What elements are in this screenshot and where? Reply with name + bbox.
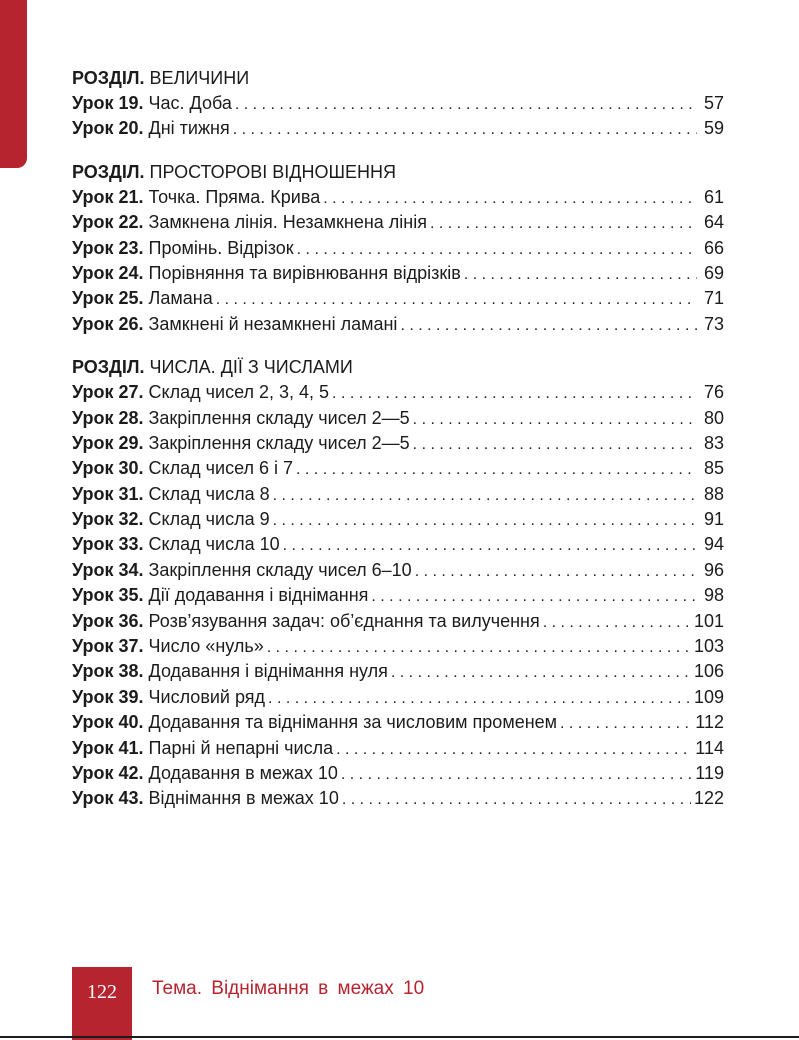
lesson-title: Склад числа 10 [148, 534, 280, 555]
lesson-page-number: 112 [695, 712, 724, 733]
lesson-page-number: 114 [695, 737, 724, 758]
lesson-number: Урок 42. [72, 762, 144, 783]
toc-entry[interactable] [72, 456, 724, 481]
dot-leader [391, 660, 691, 685]
lesson-page-number: 57 [703, 93, 724, 113]
dot-leader [342, 787, 691, 812]
lesson-page-number: 94 [703, 534, 724, 555]
toc-entry[interactable] [72, 736, 724, 761]
dot-leader [283, 533, 697, 558]
lesson-number: Урок 24. [72, 262, 144, 283]
lesson-title: Парні й непарні числа [148, 737, 334, 758]
toc-entry[interactable] [72, 532, 724, 557]
toc-entry[interactable] [72, 634, 724, 659]
bottom-rule [0, 1036, 799, 1038]
section-heading [72, 355, 724, 380]
dot-leader [235, 92, 697, 117]
dot-leader [273, 483, 697, 508]
lesson-number: Урок 21. [72, 186, 144, 207]
lesson-page-number: 122 [693, 788, 724, 809]
lesson-page-number: 98 [703, 585, 724, 606]
dot-leader [560, 711, 692, 736]
lesson-title: Промінь. Відрізок [148, 237, 294, 258]
toc-entry[interactable] [72, 583, 724, 608]
lesson-page-number: 69 [703, 262, 724, 283]
dot-leader [216, 287, 697, 312]
lesson-title: Закріплення складу чисел 6–10 [148, 559, 412, 580]
section-name: ЧИСЛА. ДІЇ З ЧИСЛАМИ [149, 357, 353, 378]
toc-entry[interactable] [72, 286, 724, 311]
toc-entry[interactable] [72, 91, 724, 116]
toc-entry[interactable] [72, 185, 724, 210]
dot-leader [543, 610, 691, 635]
lesson-number: Урок 41. [72, 737, 144, 758]
toc-entry[interactable] [72, 685, 724, 710]
dot-leader [267, 635, 691, 660]
lesson-title: Віднімання в межах 10 [148, 788, 339, 809]
toc-entry[interactable] [72, 482, 724, 507]
toc-entry[interactable] [72, 380, 724, 405]
lesson-page-number: 83 [703, 432, 724, 453]
lesson-title: Додавання і віднімання нуля [148, 661, 388, 682]
lesson-title: Дії додавання і віднімання [148, 585, 369, 606]
toc-entry[interactable] [72, 786, 724, 811]
dot-leader [323, 186, 697, 211]
toc-entry[interactable] [72, 761, 724, 786]
dot-leader [464, 262, 697, 287]
dot-leader [273, 508, 697, 533]
section-label: РОЗДІЛ. [72, 357, 145, 378]
lesson-number: Урок 31. [72, 483, 144, 504]
lesson-page-number: 66 [703, 237, 724, 258]
dot-leader [268, 686, 691, 711]
lesson-number: Урок 30. [72, 458, 144, 479]
dot-leader [233, 117, 697, 142]
table-of-contents [72, 66, 724, 830]
lesson-number: Урок 37. [72, 636, 144, 657]
lesson-title: Ламана [148, 288, 213, 309]
lesson-number: Урок 36. [72, 610, 144, 631]
lesson-number: Урок 20. [72, 118, 144, 139]
dot-leader [336, 737, 692, 762]
lesson-page-number: 101 [693, 610, 724, 631]
lesson-number: Урок 25. [72, 288, 144, 309]
lesson-title: Закріплення складу чисел 2—5 [148, 432, 410, 453]
lesson-page-number: 76 [703, 382, 724, 403]
lesson-page-number: 59 [703, 118, 724, 139]
lesson-title: Час. Доба [148, 93, 232, 113]
section-heading [72, 66, 724, 91]
section-label: РОЗДІЛ. [72, 161, 145, 182]
section-name: ВЕЛИЧИНИ [149, 68, 250, 88]
lesson-page-number: 64 [703, 212, 724, 233]
lesson-number: Урок 43. [72, 788, 144, 809]
dot-leader [297, 237, 697, 262]
toc-entry[interactable] [72, 261, 724, 286]
toc-entry[interactable] [72, 558, 724, 583]
dot-leader [371, 584, 697, 609]
lesson-title: Число «нуль» [148, 636, 264, 657]
lesson-page-number: 88 [703, 483, 724, 504]
lesson-number: Урок 22. [72, 212, 144, 233]
lesson-title: Замкнені й незамкнені ламані [148, 313, 398, 334]
toc-entry[interactable] [72, 609, 724, 634]
lesson-number: Урок 39. [72, 686, 144, 707]
lesson-page-number: 103 [693, 636, 724, 657]
lesson-title: Склад чисел 6 і 7 [148, 458, 294, 479]
toc-entry[interactable] [72, 406, 724, 431]
page-number: 122 [87, 981, 117, 1003]
lesson-title: Додавання та віднімання за числовим променем [148, 712, 558, 733]
section-name: ПРОСТОРОВІ ВІДНОШЕННЯ [149, 161, 396, 182]
toc-entry[interactable] [72, 312, 724, 337]
toc-entry[interactable] [72, 507, 724, 532]
lesson-number: Урок 38. [72, 661, 144, 682]
lesson-page-number: 106 [693, 661, 724, 682]
lesson-page-number: 91 [703, 509, 724, 530]
lesson-number: Урок 19. [72, 93, 144, 113]
lesson-number: Урок 23. [72, 237, 144, 258]
left-accent-bar [0, 0, 27, 168]
dot-leader [415, 559, 697, 584]
lesson-title: Числовий ряд [148, 686, 266, 707]
dot-leader [400, 313, 697, 338]
lesson-number: Урок 32. [72, 509, 144, 530]
lesson-page-number: 61 [703, 186, 724, 207]
lesson-number: Урок 34. [72, 559, 144, 580]
toc-entry[interactable] [72, 236, 724, 261]
lesson-title: Точка. Пряма. Крива [148, 186, 321, 207]
dot-leader [296, 457, 697, 482]
lesson-title: Додавання в межах 10 [148, 762, 338, 783]
lesson-number: Урок 40. [72, 712, 144, 733]
lesson-title: Порівняння та вирівнювання відрізків [148, 262, 461, 283]
lesson-title: Розв’язування задач: об’єднання та вилучення [148, 610, 540, 631]
toc-entry[interactable] [72, 210, 724, 235]
toc-entry[interactable] [72, 116, 724, 141]
lesson-title: Склад числа 8 [148, 483, 270, 504]
section-label: РОЗДІЛ. [72, 68, 145, 88]
lesson-page-number: 119 [695, 762, 724, 783]
footer-topic: Тема. Віднімання в межах 10 [152, 978, 425, 999]
toc-section [72, 66, 724, 142]
lesson-title: Закріплення складу чисел 2—5 [148, 407, 410, 428]
lesson-number: Урок 33. [72, 534, 144, 555]
toc-section [72, 355, 724, 812]
toc-entry[interactable] [72, 659, 724, 684]
lesson-page-number: 80 [703, 407, 724, 428]
lesson-number: Урок 28. [72, 407, 144, 428]
lesson-number: Урок 26. [72, 313, 144, 334]
lesson-title: Замкнена лінія. Незамкнена лінія [148, 212, 427, 233]
toc-entry[interactable] [72, 431, 724, 456]
lesson-title: Склад чисел 2, 3, 4, 5 [148, 382, 330, 403]
lesson-page-number: 96 [703, 559, 724, 580]
toc-entry[interactable] [72, 710, 724, 735]
dot-leader [430, 211, 697, 236]
lesson-page-number: 85 [703, 458, 724, 479]
lesson-page-number: 71 [703, 288, 724, 309]
lesson-title: Склад числа 9 [148, 509, 270, 530]
dot-leader [413, 432, 697, 457]
page-number-box [72, 967, 132, 1040]
lesson-number: Урок 35. [72, 585, 144, 606]
lesson-number: Урок 27. [72, 382, 144, 403]
lesson-page-number: 73 [703, 313, 724, 334]
lesson-number: Урок 29. [72, 432, 144, 453]
lesson-page-number: 109 [693, 686, 724, 707]
dot-leader [413, 407, 697, 432]
section-heading [72, 160, 724, 185]
dot-leader [341, 762, 692, 787]
toc-section [72, 160, 724, 337]
dot-leader [332, 381, 697, 406]
lesson-title: Дні тижня [148, 118, 230, 139]
